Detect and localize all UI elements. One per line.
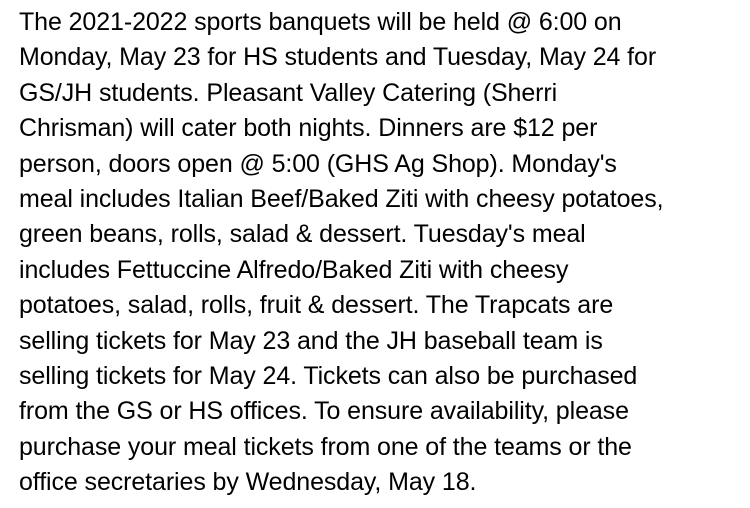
post-text-line: includes Fettuccine Alfredo/Baked Ziti with cheesy [19, 255, 569, 284]
post-text-line: person, doors open @ 5:00 (GHS Ag Shop). Monday's [19, 149, 617, 178]
post-text-line: Chrisman) will cater both nights. Dinners are $12 per [19, 114, 598, 143]
post-text-line: from the GS or HS offices. To ensure availability, please [19, 397, 629, 426]
post-text-line: purchase your meal tickets from one of the teams or the [19, 432, 632, 461]
post-text-line: The 2021-2022 sports banquets will be held @ 6:00 on [19, 8, 622, 36]
post-text-line: selling tickets for May 24. Tickets can also be purchased [19, 361, 638, 390]
post-text-line: selling tickets for May 23 and the JH baseball team is [19, 326, 603, 355]
post-text-line: potatoes, salad, rolls, fruit & dessert. The Trapcats are [19, 291, 614, 320]
post-text-line: Monday, May 23 for HS students and Tuesday, May 24 for [19, 43, 657, 72]
post-text-line: meal includes Italian Beef/Baked Ziti with cheesy potatoes, [19, 184, 664, 213]
post-text-line: GS/JH students. Pleasant Valley Catering (Sherri [19, 78, 558, 107]
post-body-text [19, 5, 744, 500]
post-text-line: green beans, rolls, salad & dessert. Tuesday's meal [19, 220, 586, 249]
post-text-line: office secretaries by Wednesday, May 18. [19, 468, 477, 497]
